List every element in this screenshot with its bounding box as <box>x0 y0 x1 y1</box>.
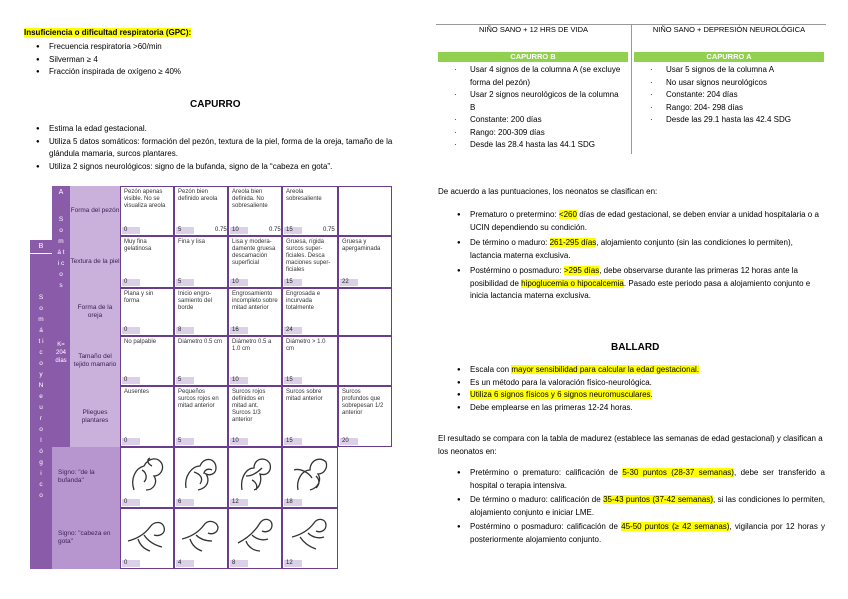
table-cell: Pezón apenas visible. No se visualiza areola 0 <box>120 186 174 236</box>
baby-drawing-icon <box>178 511 224 555</box>
list-item: · Desde las 28.4 hasta las 44.1 SDG <box>436 139 626 152</box>
sign-cell: 12 <box>282 508 338 569</box>
table-cell: Gruesa, rígida surcos super- ficiales. Desca maciones super- ficiales 15 <box>282 236 338 288</box>
empty-cell <box>338 447 392 508</box>
row-label: Forma de la oreja <box>70 288 120 336</box>
baby-drawing-icon <box>124 511 170 555</box>
baby-drawing-icon <box>232 511 278 555</box>
list-item: · No usar signos neurológicos <box>632 77 826 90</box>
list-item: · Usar 5 signos de la columna A <box>632 64 826 77</box>
list-item: ● Estima la edad gestacional. <box>34 123 419 136</box>
list-item: ● Debe emplearse en las primeras 12-24 horas. <box>455 402 825 415</box>
list-item: · Rango: 200-309 días <box>436 127 626 140</box>
list-item: ● Es un método para la valoración físico-neurológica. <box>455 377 825 390</box>
ballard-list <box>455 364 825 414</box>
sign-cell: 0 <box>120 508 174 569</box>
table-cell: Surcos sobre mitad anterior 15 <box>282 386 338 447</box>
sign-cell: 18 <box>282 447 338 508</box>
left-header: NIÑO SANO + 12 HRS DE VIDA <box>479 25 588 34</box>
table-cell: Diámetro 0.5 a 1.0 cm 10 <box>228 336 282 386</box>
row-label: Forma del pezón <box>70 186 120 236</box>
list-item: ● Silverman ≥ 4 <box>34 54 334 67</box>
insuficiencia-list <box>34 41 334 79</box>
list-item: ● Utiliza 5 datos somáticos: formación del pezón, textura de la piel, forma de la oreja, tamaño de la glándula mamaria, surcos plantares. <box>34 136 419 161</box>
column-a-label: A <box>58 189 64 196</box>
list-item: ● Prematuro o pretermino: <260 días de edad gestacional, se deben enviar a unidad hospitalaria o a UCIN dependiendo su condición. <box>455 209 825 234</box>
column-b-label: B <box>30 240 52 254</box>
list-item: ● Utiliza 6 signos físicos y 6 signos neuromusculares. <box>455 389 825 402</box>
table-cell: Engrosamiento incompleto sobre mitad anterior 16 <box>228 288 282 336</box>
table-cell: Pequeños surcos rojos en mitad anterior 5 <box>174 386 228 447</box>
capurro-table <box>30 186 392 569</box>
list-item: ● De término o maduro: calificación de 35-43 puntos (37-42 semanas), si las condiciones lo permiten, alojamiento conjunto e iniciar LME. <box>455 494 825 519</box>
list-item: ● Frecuencia respiratoria >60/min <box>34 41 334 54</box>
sign-cell: 8 <box>228 508 282 569</box>
table-cell <box>338 186 392 236</box>
row-label: Tamaño del tejido mamario <box>70 336 120 386</box>
resultado-list <box>455 467 825 548</box>
list-item: ● Fracción inspirada de oxígeno ≥ 40% <box>34 66 334 79</box>
capurro-list <box>34 123 419 173</box>
empty-cell <box>338 508 392 569</box>
clasificacion-intro: De acuerdo a las puntuaciones, los neonatos se clasifican en: <box>438 187 658 196</box>
capurro-b-band: CAPURRO B <box>438 52 628 62</box>
list-item: · Usar 2 signos neurológicos de la columna B <box>436 89 626 114</box>
table-cell: No palpable 0 <box>120 336 174 386</box>
baby-drawing-icon <box>232 450 278 494</box>
table-cell: Engrosada e incurvada totalmente 24 <box>282 288 338 336</box>
table-cell: Fina y lisa 5 <box>174 236 228 288</box>
vertical-label-somaticos: S o m á t i c o s <box>57 216 65 289</box>
list-item: · Desde las 29.1 hasta las 42.4 SDG <box>632 114 826 127</box>
resultado-intro: El resultado se compara con la tabla de madurez (establece las semanas de edad gestacional) y clasifican a los neonatos en: <box>438 434 823 456</box>
list-item: · Constante: 200 días <box>436 114 626 127</box>
table-cell: Areola sobresaliente 15 0.75 <box>282 186 338 236</box>
list-item: ● Postérmino o posmaduro: >295 días, debe observarse durante las primeras 12 horas ante la posibilidad de hipoglucemia o hipocalcemia. Pasado este periodo pasa a alojamiento conjunto e inicia lactancia materna exclusiva. <box>455 265 825 303</box>
ballard-title: BALLARD <box>611 342 660 353</box>
capurro-title: CAPURRO <box>190 99 241 110</box>
baby-drawing-icon <box>124 450 170 494</box>
vertical-label-somatico-neurologico: S o m á t i c o y N e u r o l ó g i c o <box>38 294 44 499</box>
table-cell: Areola bien definida. No sobresaliente 10 0.75 <box>228 186 282 236</box>
list-item: ● Postérmino o posmaduro: calificación de 45-50 puntos (≥ 42 semanas), vigilancia por 12 horas y posteriormente alojamiento conjunto. <box>455 521 825 546</box>
k-label: K= 204 días <box>55 342 67 364</box>
clasificacion-list <box>455 209 825 306</box>
list-item: · Usar 4 signos de la columna A (se excluye forma del pezón) <box>436 64 626 89</box>
capurro-a-list <box>632 64 826 127</box>
sign-cell: 0 <box>120 447 174 508</box>
capurro-comparison-table <box>436 24 826 154</box>
row-label: Textura de la piel <box>70 236 120 288</box>
list-item: ● Pretérmino o prematuro: calificación de 5-30 puntos (28-37 semanas), debe ser transferido a hospital o terapia intensiva. <box>455 467 825 492</box>
list-item: ● Utiliza 2 signos neurológicos: signo de la bufanda, signo de la “cabeza en gota”. <box>34 161 419 174</box>
list-item: · Rango: 204- 298 días <box>632 102 826 115</box>
right-header: NIÑO SANO + DEPRESIÓN NEUROLÓGICA <box>652 25 806 34</box>
list-item: ● Escala con mayor sensibilidad para calcular la edad gestacional. <box>455 364 825 377</box>
capurro-b-list <box>436 64 626 152</box>
baby-drawing-icon <box>286 450 332 494</box>
table-cell <box>338 336 392 386</box>
capurro-a-band: CAPURRO A <box>634 52 824 62</box>
table-cell: Surcos rojos definidos en mitad ant. Surcos 1/3 anterior 10 <box>228 386 282 447</box>
table-cell: Surcos profundos que sobrepesan 1/2 anterior 20 <box>338 386 392 447</box>
sign-cell: 4 <box>174 508 228 569</box>
table-cell: Inicio engro- samiento del borde 8 <box>174 288 228 336</box>
baby-drawing-icon <box>286 511 332 555</box>
table-cell <box>338 288 392 336</box>
baby-drawing-icon <box>178 450 224 494</box>
table-cell: Muy fina gelatinosa 0 <box>120 236 174 288</box>
row-label: Pliegues plantares <box>70 386 120 447</box>
list-item: ● De término o maduro: 261-295 días, alojamiento conjunto (sin las condiciones lo permiten), lactancia materna exclusiva. <box>455 237 825 262</box>
list-item: · Constante: 204 días <box>632 89 826 102</box>
table-cell: Gruesa y apergaminada 22 <box>338 236 392 288</box>
table-cell: Ausentes 0 <box>120 386 174 447</box>
sign-cell: 6 <box>174 447 228 508</box>
sign-cell: 12 <box>228 447 282 508</box>
table-cell: Lisa y modera- damente gruesa descamación superficial 10 <box>228 236 282 288</box>
sign-label-bufanda: Signo: "de la bufanda" <box>52 447 120 508</box>
table-cell: Pezón bien definido areola 5 0.75 <box>174 186 228 236</box>
insuficiencia-title: Insuficiencia o dificultad respiratoria (GPC): <box>24 28 192 37</box>
table-cell: Plana y sin forma 0 <box>120 288 174 336</box>
table-cell: Diámetro 0.5 cm 5 <box>174 336 228 386</box>
table-cell: Diámetro > 1.0 cm 15 <box>282 336 338 386</box>
sign-label-cabeza: Signo: "cabeza en gota" <box>52 508 120 569</box>
